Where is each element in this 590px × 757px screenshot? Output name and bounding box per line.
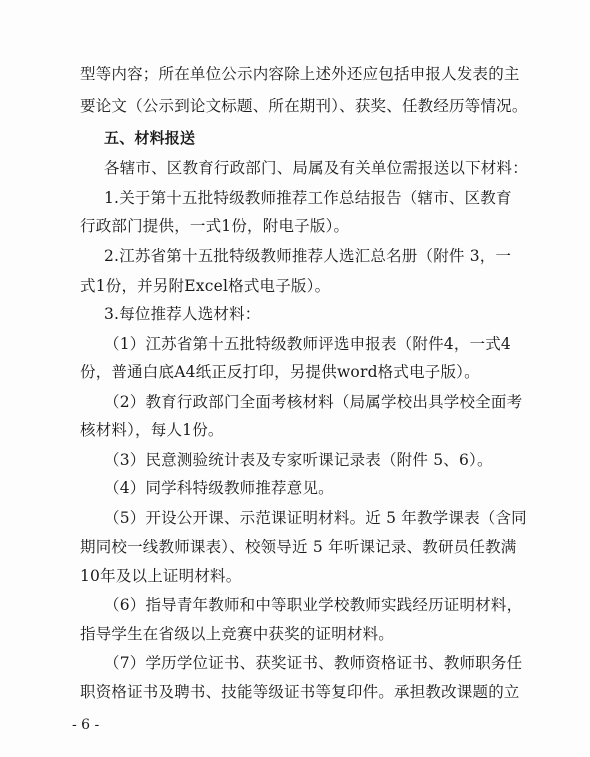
text-line: 1.关于第十五批特级教师推荐工作总结报告（辖市、区教育 — [104, 189, 512, 207]
text-line: 式1份，并另附Excel格式电子版）。 — [80, 277, 331, 295]
text-line: （1）江苏省第十五批特级教师评选申报表（附件4，一式4 — [104, 335, 511, 353]
text-line: （2）教育行政部门全面考核材料（局属学校出具学校全面考 — [104, 393, 523, 411]
text-line: （3）民意测验统计表及专家听课记录表（附件 5、6）。 — [104, 451, 493, 469]
page-number: - 6 - — [72, 717, 100, 733]
text-line: 行政部门提供，一式1份，附电子版）。 — [80, 217, 350, 235]
text-line: 各辖市、区教育行政部门、局属及有关单位需报送以下材料： — [104, 159, 528, 177]
text-line: 10年及以上证明材料。 — [80, 567, 242, 585]
section-heading: 五、材料报送 — [104, 129, 196, 147]
text-line: （4）同学科特级教师推荐意见。 — [104, 479, 334, 497]
text-line: （7）学历学位证书、获奖证书、教师资格证书、教师职务任 — [104, 654, 523, 672]
text-line: 核材料），每人1份。 — [80, 421, 224, 439]
text-line: 期同校一线教师课表）、校领导近 5 年听课记录、教研员任教满 — [80, 538, 517, 556]
text-line: （6）指导青年教师和中等职业学校教师实践经历证明材料， — [104, 596, 523, 614]
text-line: 3.每位推荐人选材料： — [104, 305, 261, 323]
text-line: 2.江苏省第十五批特级教师推荐人选汇总名册（附件 3，一 — [104, 247, 512, 265]
text-line: 要论文（公示到论文标题、所在期刊）、获奖、任教经历等情况。 — [80, 97, 528, 115]
text-line: 指导学生在省级以上竞赛中获奖的证明材料。 — [80, 625, 395, 643]
text-line: 份，普通白底A4纸正反打印，另提供word格式电子版）。 — [80, 363, 480, 381]
text-line: （5）开设公开课、示范课证明材料。近 5 年教学课表（含同 — [104, 509, 527, 527]
text-line: 型等内容；所在单位公示内容除上述外还应包括申报人发表的主 — [80, 65, 520, 83]
text-line: 职资格证书及聘书、技能等级证书等复印件。承担教改课题的立 — [80, 683, 520, 701]
